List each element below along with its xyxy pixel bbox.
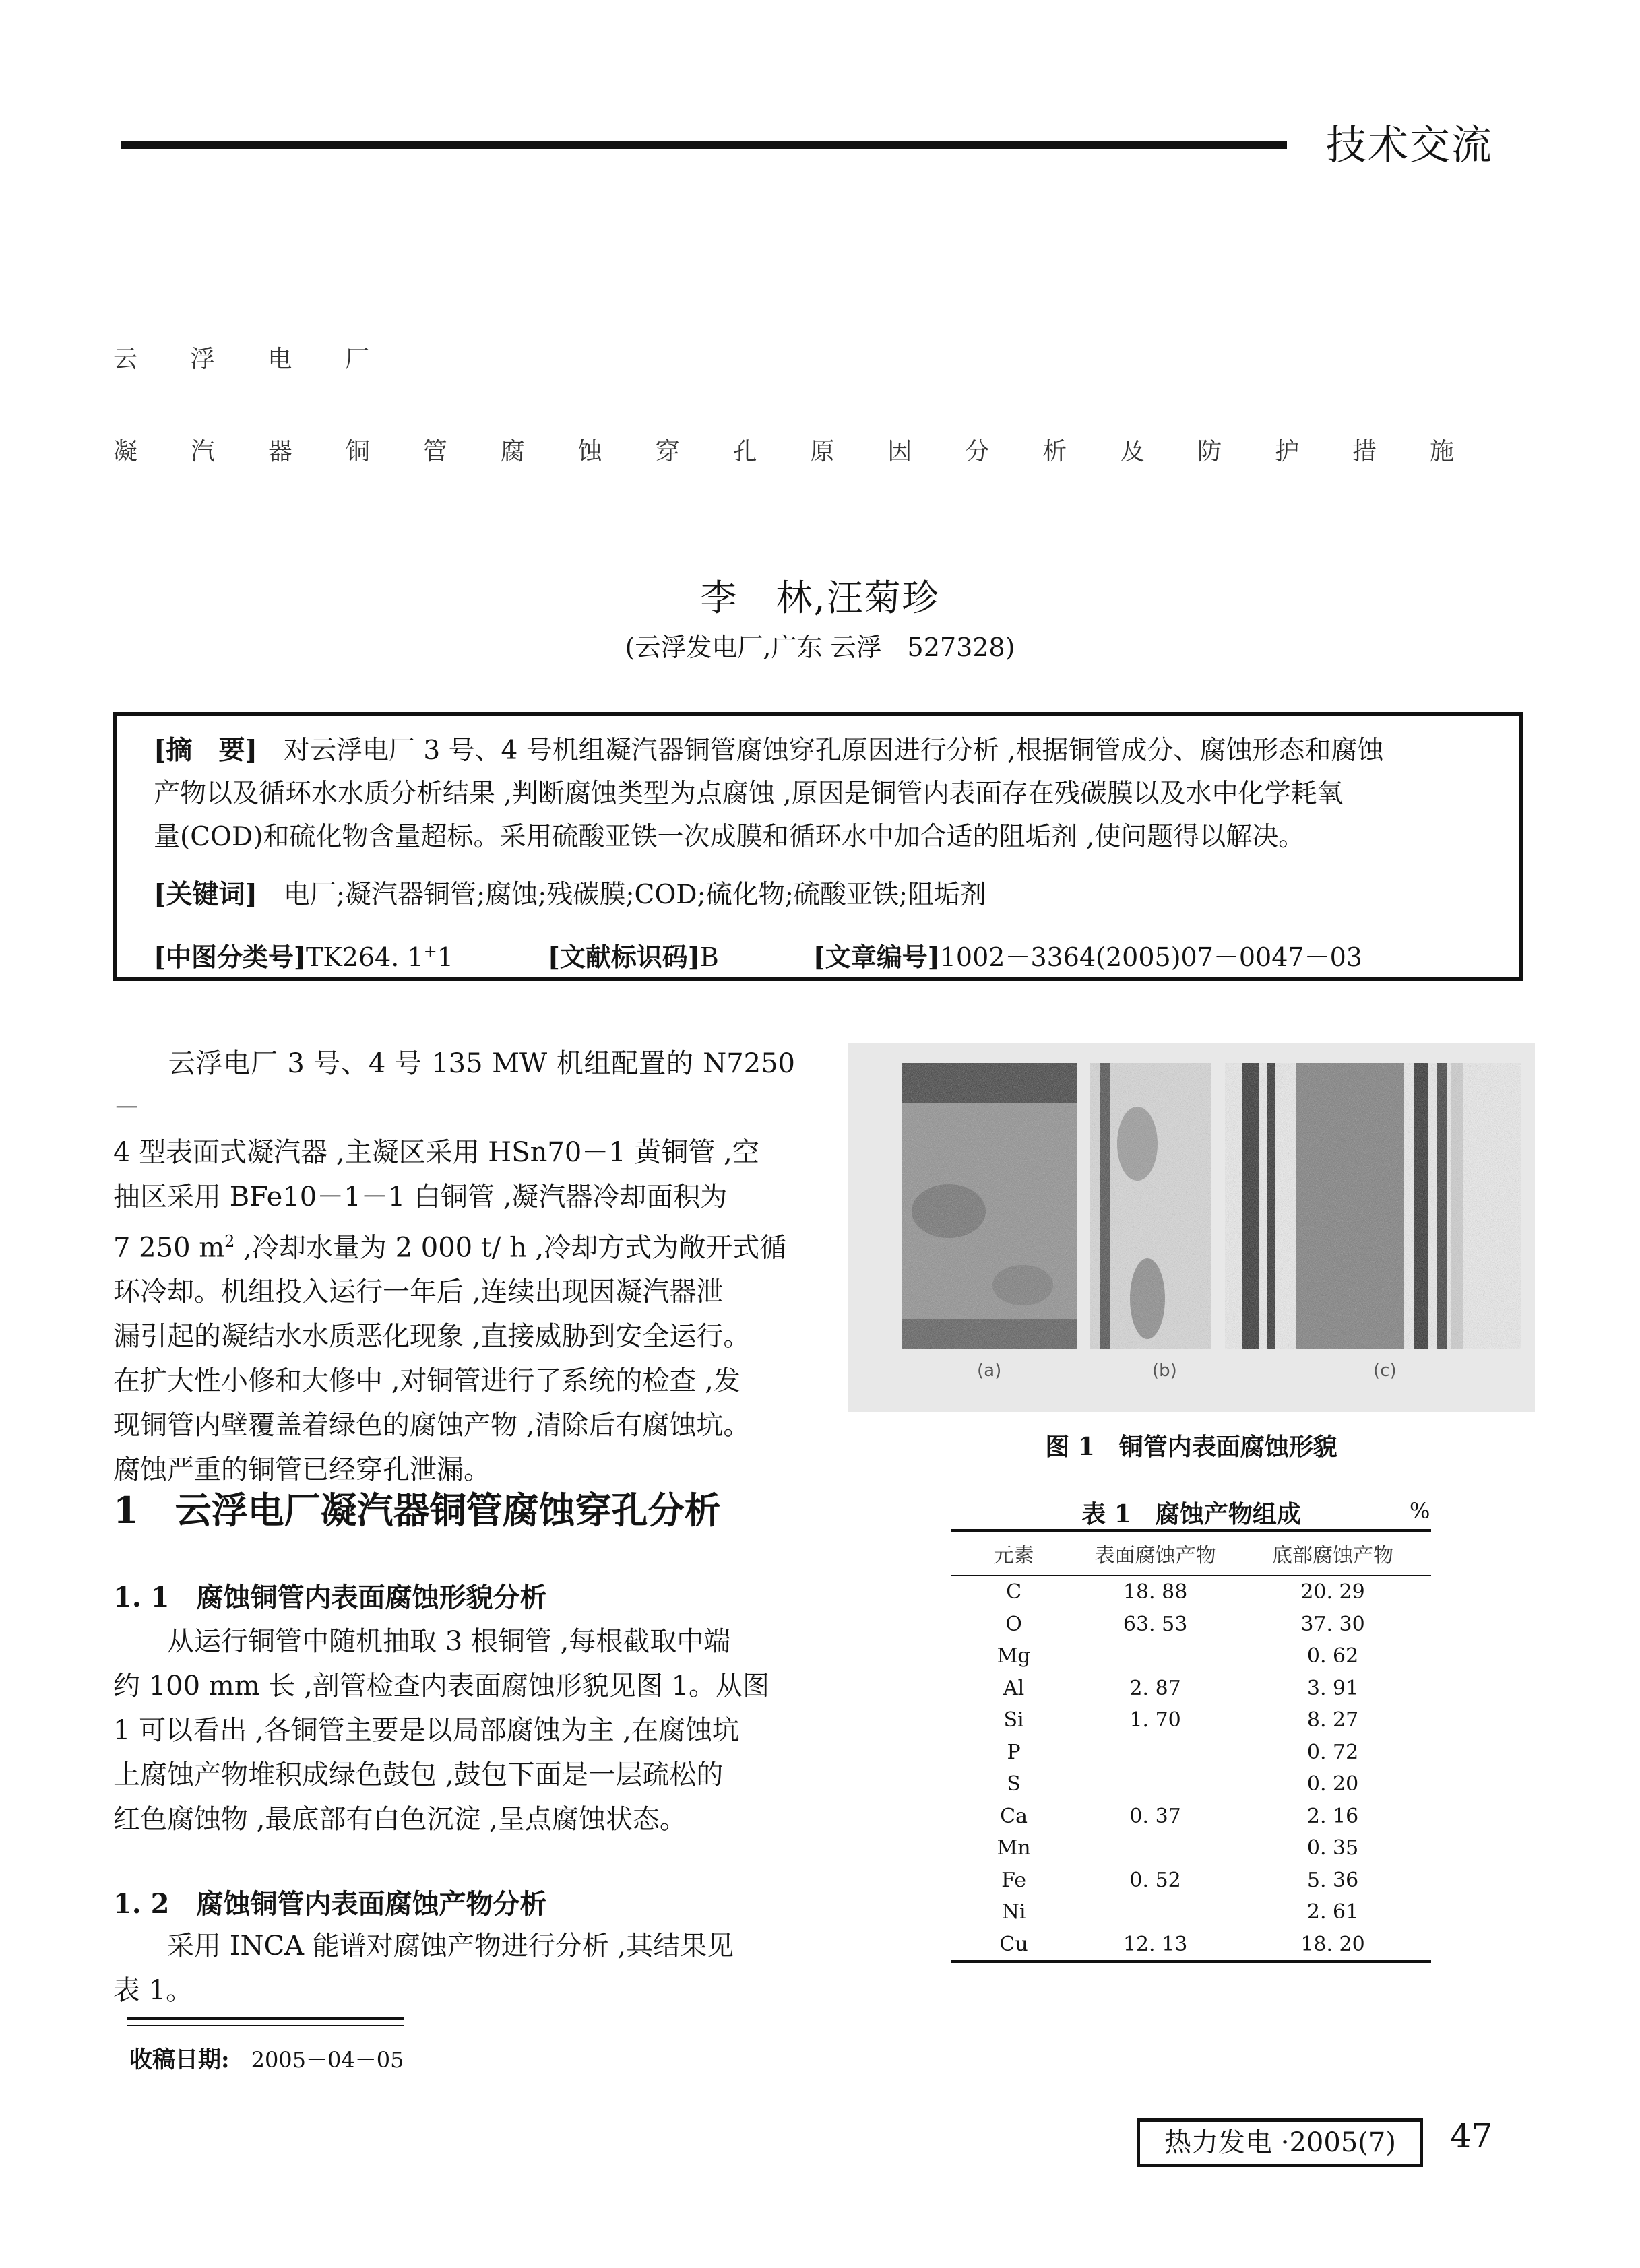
table-cell: 2. 16: [1306, 1804, 1359, 1828]
panel-label-c: (c): [1373, 1361, 1397, 1381]
section-1-2-text: 采用 INCA 能谱对腐蚀产物进行分析 ,其结果见 表 1。: [113, 1931, 734, 2006]
panel-label-a: (a): [977, 1361, 1002, 1381]
table-1: [951, 1529, 1431, 1963]
corrosion-photo: [848, 1043, 1535, 1412]
table-cell: 37. 30: [1300, 1612, 1365, 1636]
table-cell: 0. 72: [1306, 1740, 1359, 1764]
title-line-1: [113, 340, 369, 375]
header-rule: [121, 141, 1287, 149]
title-line-2-char: 管: [422, 438, 447, 465]
table-cell: 0. 52: [1129, 1868, 1181, 1892]
title-line-1-char: 厂: [344, 346, 369, 373]
table-cell: [1076, 1640, 1234, 1673]
table-cell: 5. 36: [1306, 1868, 1359, 1892]
figure-1-photo: [848, 1043, 1535, 1412]
title-line-2-char: 孔: [732, 438, 757, 465]
footnote-rule: [127, 2017, 404, 2020]
section-label: 技术交流: [1326, 122, 1493, 169]
title-line-2-char: 析: [1042, 438, 1067, 465]
received-label: 收稿日期:: [129, 2046, 230, 2073]
panel-b: [1090, 1063, 1211, 1349]
title-line-1-char: 电: [267, 346, 292, 373]
title-line-2-char: 凝: [113, 438, 138, 465]
affiliation: (云浮发电厂,广东 云浮 527328): [625, 633, 1015, 662]
table-cell: Cu: [951, 1929, 1076, 1962]
table-header-element: 元素: [951, 1530, 1076, 1576]
table-cell: C: [1006, 1580, 1022, 1604]
keywords-label: [关键词]: [154, 879, 257, 910]
article-no: 1002－3364(2005)07－0047－03: [939, 942, 1362, 972]
journal-info: 热力发电 ·2005(7): [1137, 2118, 1423, 2167]
table-row: [951, 1673, 1431, 1705]
table-cell: [1076, 1737, 1234, 1769]
table-cell: 8. 27: [1306, 1708, 1359, 1732]
figure-1-caption: 图 1 铜管内表面腐蚀形貌: [1045, 1433, 1337, 1461]
abstract: [154, 729, 1494, 859]
clc-label: [中图分类号]: [154, 942, 306, 972]
title-line-2-char: 施: [1429, 438, 1454, 465]
received-value: 2005－04－05: [251, 2047, 404, 2073]
table-cell: Mn: [997, 1836, 1031, 1860]
table-row: [951, 1704, 1431, 1737]
title-line-2-char: 蚀: [577, 438, 602, 465]
section-1-2-heading: 1. 2 腐蚀铜管内表面腐蚀产物分析: [113, 1888, 547, 1920]
table-row: [951, 1865, 1431, 1897]
table-cell: [1076, 1768, 1234, 1801]
table-cell: 20. 29: [1300, 1580, 1365, 1604]
table-cell: 18. 20: [1234, 1929, 1431, 1962]
page-number: 47: [1450, 2116, 1493, 2156]
table-row: [951, 1832, 1431, 1865]
table-cell: Ni: [1001, 1900, 1026, 1924]
table-header-row: [951, 1530, 1431, 1576]
panel-label-b: (b): [1152, 1361, 1177, 1381]
table-row: [951, 1576, 1431, 1609]
table-1-unit: %: [1410, 1498, 1430, 1524]
article-no-label: [文章编号]: [813, 942, 940, 972]
abstract-line-1: [摘 要] 对云浮电厂 3 号、4 号机组凝汽器铜管腐蚀穿孔原因进行分析 ,根据铜管成分、腐蚀形态和腐蚀: [154, 735, 1384, 766]
title-line-2-char: 分: [965, 438, 990, 465]
title-line-2-char: 因: [887, 438, 912, 465]
table-cell: 3. 91: [1306, 1676, 1359, 1700]
table-cell: 0. 62: [1306, 1644, 1359, 1668]
title-line-2-char: 汽: [190, 438, 215, 465]
table-cell: S: [1007, 1772, 1021, 1796]
section-1-1-heading: 1. 1 腐蚀铜管内表面腐蚀形貌分析: [113, 1582, 547, 1613]
table-row: [951, 1640, 1431, 1673]
title-line-2-char: 穿: [655, 438, 680, 465]
table-cell: [1076, 1832, 1234, 1865]
table-row: [951, 1768, 1431, 1801]
title-line-1-char: 浮: [190, 346, 215, 373]
title-line-2-char: 铜: [345, 438, 370, 465]
table-row: [951, 1737, 1431, 1769]
section-1-heading: 1 云浮电厂凝汽器铜管腐蚀穿孔分析: [113, 1489, 721, 1532]
classification-line: [中图分类号]TK264. 1+1 [文献标识码]B [文章编号]1002－3364(2005)07－0047－03: [154, 942, 1362, 972]
table-cell: Si: [1003, 1708, 1024, 1732]
title-line-2-char: 原: [810, 438, 835, 465]
table-cell: Al: [1003, 1676, 1025, 1700]
abstract-line-2: 产物以及循环水水质分析结果 ,判断腐蚀类型为点腐蚀 ,原因是铜管内表面存在残碳膜以及水中化学耗氧: [154, 779, 1344, 809]
panel-a: [902, 1063, 1077, 1349]
table-cell: P: [1007, 1740, 1021, 1764]
received-date: [129, 2041, 404, 2074]
title-line-2-char: 防: [1197, 438, 1222, 465]
table-header-bottom: 底部腐蚀产物: [1234, 1530, 1431, 1576]
doc-code: B: [699, 942, 719, 972]
footnote-rule-thin: [127, 2025, 404, 2026]
table-cell: Mg: [997, 1644, 1031, 1668]
table-cell: Fe: [1001, 1868, 1027, 1892]
table-header-surface: 表面腐蚀产物: [1076, 1530, 1234, 1576]
panel-c: [1225, 1063, 1521, 1349]
title-line-2-char: 及: [1120, 438, 1145, 465]
abstract-label: [摘 要]: [154, 735, 257, 766]
table-row: [951, 1929, 1431, 1962]
table-cell: Ca: [1000, 1804, 1028, 1828]
abstract-line-3: 量(COD)和硫化物含量超标。采用硫酸亚铁一次成膜和循环水中加合适的阻垢剂 ,使问题得以解决。: [154, 822, 1305, 852]
table-cell: O: [1005, 1612, 1022, 1636]
table-cell: 2. 87: [1129, 1676, 1181, 1700]
title-line-2-char: 器: [267, 438, 292, 465]
doc-code-label: [文献标识码]: [547, 942, 700, 972]
table-cell: 0. 35: [1306, 1836, 1359, 1860]
table-cell: 0. 20: [1306, 1772, 1359, 1796]
table-row: [951, 1801, 1431, 1833]
intro-paragraph: 云浮电厂 3 号、4 号 135 MW 机组配置的 N7250－ 4 型表面式凝汽器 ,主凝区采用 HSn70－1 黄铜管 ,空 抽区采用 BFe10－1－1 白铜管 ,凝汽器冷却面积为 7 250 $m^2$ ,冷却水量为 2 000 t/ h ,冷却方式为敞开式循 环冷却。机组投入运行一年后 ,连续出现因凝汽器泄 漏引起的凝结水水质恶化现象 ,直接威胁到安全运行。 在扩大性小修和大修中 ,对铜管进行了系统的检查 ,发 现铜管内壁覆盖着绿色的腐蚀产物 ,清除后有腐蚀坑。 腐蚀严重的铜管已经穿孔泄漏。: [113, 1048, 795, 1486]
keywords-text: 电厂;凝汽器铜管;腐蚀;残碳膜;COD;硫化物;硫酸亚铁;阻垢剂: [283, 880, 986, 910]
table-cell: 0. 37: [1129, 1804, 1181, 1828]
table-cell: 63. 53: [1123, 1612, 1188, 1636]
table-cell: 2. 61: [1306, 1900, 1359, 1924]
title-line-2-char: 腐: [500, 438, 525, 465]
table-cell: 18. 88: [1123, 1580, 1188, 1604]
title-line-1-char: 云: [113, 346, 138, 373]
table-cell: 12. 13: [1076, 1929, 1234, 1962]
table-row: [951, 1609, 1431, 1641]
title-line-2: [113, 432, 1454, 467]
table-cell: 1. 70: [1129, 1708, 1181, 1732]
authors: 李 林,汪菊珍: [700, 577, 940, 619]
table-row: [951, 1896, 1431, 1929]
clc-code: TK264. 1: [305, 942, 424, 972]
title-line-2-char: 护: [1275, 438, 1300, 465]
table-1-title: 表 1 腐蚀产物组成: [1081, 1500, 1301, 1528]
title-line-2-char: 措: [1352, 438, 1377, 465]
keywords: [154, 873, 1494, 917]
section-1-1-text: 从运行铜管中随机抽取 3 根铜管 ,每根截取中端 约 100 mm 长 ,剖管检查内表面腐蚀形貌见图 1。从图 1 可以看出 ,各铜管主要是以局部腐蚀为主 ,在腐蚀坑 上腐蚀产物堆积成绿色鼓包 ,鼓包下面是一层疏松的 红色腐蚀物 ,最底部有白色沉淀 ,呈点腐蚀状态。: [113, 1626, 769, 1835]
table-cell: [1076, 1896, 1234, 1929]
